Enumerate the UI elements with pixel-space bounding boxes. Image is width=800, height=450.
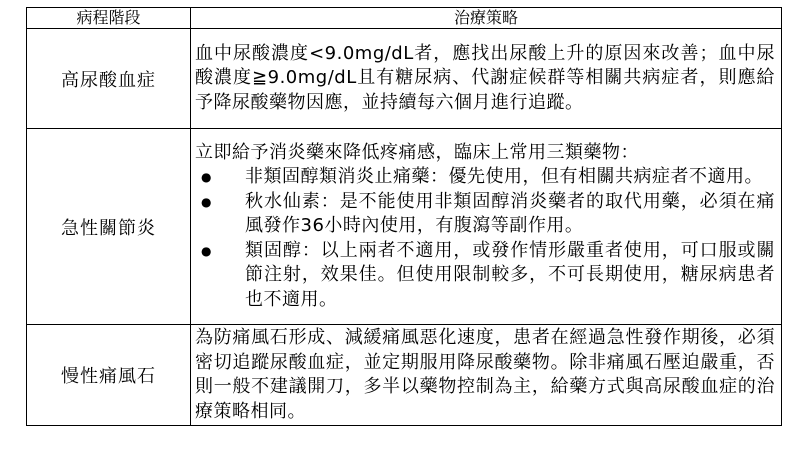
table-header-row (27, 8, 782, 29)
strategy-intro: 立即給予消炎藥來降低疼痛感，臨床上常用三類藥物： (195, 141, 639, 163)
list-item-text: 非類固醇類消炎止痛藥：優先使用，但有相關共病症者不適用。 (245, 166, 763, 188)
table-row (27, 325, 782, 426)
list-item (195, 239, 775, 313)
stage-cell-hyperuricemia: 高尿酸血症 (27, 29, 191, 129)
bullet-icon: ● (201, 243, 212, 258)
bullet-icon: ● (201, 170, 212, 185)
treatment-strategy-table (26, 7, 782, 426)
header-strategy: 治療策略 (191, 8, 782, 29)
list-item (195, 165, 775, 190)
list-item (195, 190, 775, 239)
strategy-cell-hyperuricemia: 血中尿酸濃度<9.0mg/dL者，應找出尿酸上升的原因來改善；血中尿酸濃度≧9.0mg/dL且有糖尿病、代謝症候群等相關共病症者，則應給予降尿酸藥物因應，並持續每六個月進行追蹤。 (191, 29, 782, 129)
strategy-cell-chronic-tophi: 為防痛風石形成、減緩痛風惡化速度，患者在經過急性發作期後，必須密切追蹤尿酸血症，並定期服用降尿酸藥物。除非痛風石壓迫嚴重，否則一般不建議開刀，多半以藥物控制為主，給藥方式與高尿酸血症的治療策略相同。 (191, 325, 782, 426)
stage-cell-chronic-tophi: 慢性痛風石 (27, 325, 191, 426)
list-item-text: 秋水仙素：是不能使用非類固醇消炎藥者的取代用藥，必須在痛風發作36小時內使用，有腹瀉等副作用。 (245, 190, 775, 237)
header-stage: 病程階段 (27, 8, 191, 29)
stage-cell-acute-arthritis: 急性關節炎 (27, 129, 191, 325)
table-row (27, 129, 782, 325)
strategy-cell-acute-arthritis (191, 129, 782, 325)
table-row (27, 29, 782, 129)
bullet-icon: ● (201, 194, 212, 209)
drug-list (195, 165, 775, 312)
list-item-text: 類固醇：以上兩者不適用，或發作情形嚴重者使用，可口服或關節注射，效果佳。但使用限制較多，不可長期使用，糖尿病患者也不適用。 (245, 239, 775, 310)
